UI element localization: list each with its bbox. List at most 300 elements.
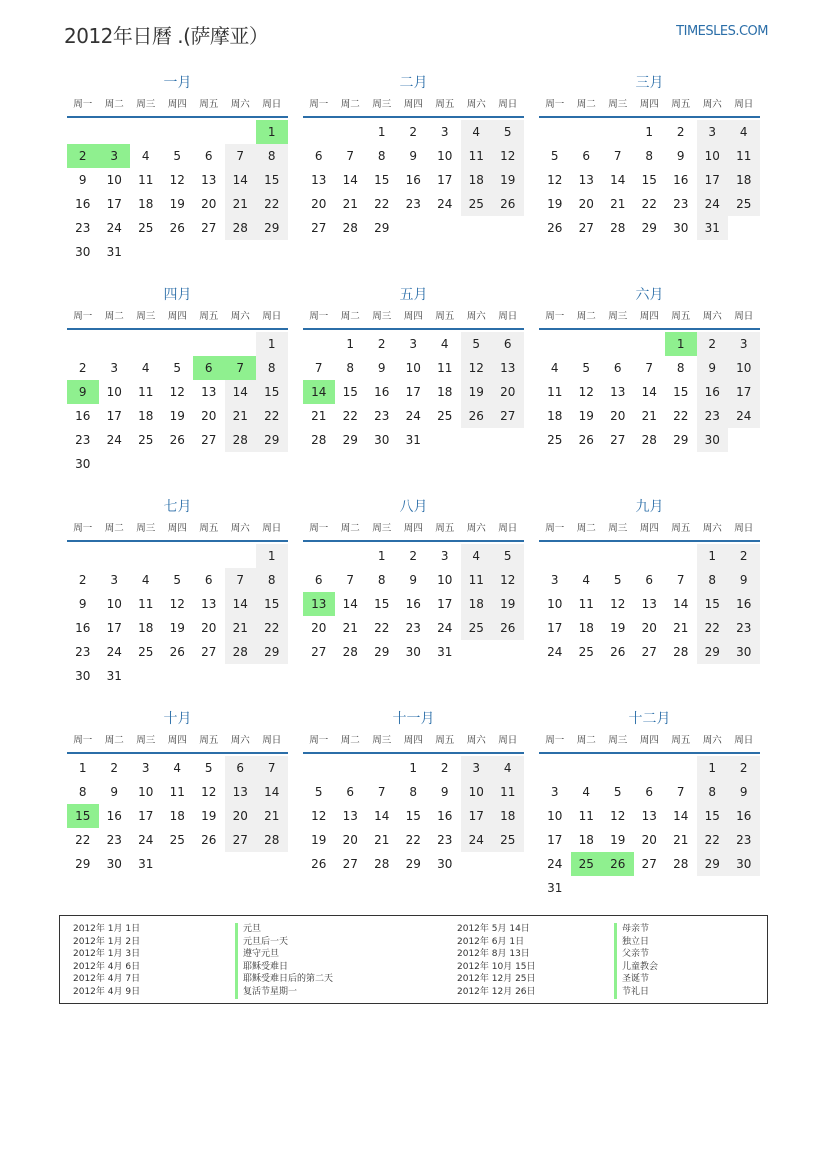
weekday-label: 周二: [576, 311, 596, 322]
day-cell: 3: [550, 785, 559, 799]
day-cell: 10: [547, 597, 563, 611]
weekday-header: [303, 94, 524, 118]
weekday-label: 周三: [372, 99, 392, 110]
day-cell: 12: [578, 385, 594, 399]
day-grid: [539, 332, 760, 452]
day-cell: 28: [342, 221, 358, 235]
day-cell: 8: [256, 144, 288, 168]
day-cell: 15: [673, 385, 689, 399]
day-cell: 23: [374, 409, 390, 423]
weekday-label: 周五: [199, 99, 219, 110]
day-cell: 14: [610, 173, 626, 187]
day-cell: 1: [256, 332, 288, 356]
day-cell: 7: [676, 573, 685, 587]
holiday-date: 2012年 4月 9日: [73, 986, 141, 997]
month-name: 一月: [163, 75, 192, 91]
holiday-day-cell: 9: [67, 380, 99, 404]
weekday-label: 周三: [372, 523, 392, 534]
day-cell: 28: [225, 640, 257, 664]
day-cell: 7: [225, 144, 257, 168]
month-name: 八月: [399, 499, 428, 515]
day-cell: 8: [377, 573, 386, 587]
holiday-date: 2012年 5月 14日: [457, 924, 530, 934]
day-cell: 28: [610, 221, 626, 235]
weekday-header: [67, 306, 288, 330]
weekday-label: 周四: [639, 735, 659, 746]
day-cell: 20: [610, 409, 626, 423]
holiday-day-cell: 6: [193, 356, 225, 380]
day-cell: 29: [697, 852, 729, 876]
holiday-names-right: [614, 923, 658, 999]
day-cell: 19: [201, 809, 217, 823]
day-cell: 6: [613, 361, 622, 375]
weekday-label: 周五: [671, 735, 691, 746]
day-cell: 21: [610, 197, 626, 211]
day-cell: 26: [492, 192, 524, 216]
day-cell: 9: [409, 149, 418, 163]
day-cell: 8: [697, 780, 729, 804]
month-10: [67, 708, 288, 876]
day-cell: 19: [492, 592, 524, 616]
day-cell: 13: [225, 780, 257, 804]
weekday-label: 周一: [545, 99, 565, 110]
day-cell: 11: [461, 568, 493, 592]
weekday-label: 周六: [466, 99, 486, 110]
day-cell: 19: [610, 833, 626, 847]
day-cell: 20: [311, 197, 327, 211]
holiday-name: 耶稣受难日: [235, 961, 333, 974]
weekday-label: 周六: [230, 311, 250, 322]
day-cell: 1: [377, 125, 386, 139]
day-cell: 21: [342, 621, 358, 635]
day-cell: 21: [342, 197, 358, 211]
day-cell: 9: [728, 780, 760, 804]
day-cell: 28: [311, 433, 327, 447]
day-cell: 12: [201, 785, 217, 799]
empty-cell: [193, 332, 225, 356]
day-cell: 24: [728, 404, 760, 428]
day-cell: 18: [461, 168, 493, 192]
day-cell: 27: [225, 828, 257, 852]
month-name: 九月: [635, 499, 664, 515]
day-cell: 9: [110, 785, 119, 799]
day-cell: 10: [106, 597, 122, 611]
weekday-label: 周三: [136, 735, 156, 746]
weekday-label: 周六: [702, 523, 722, 534]
weekday-label: 周四: [167, 735, 187, 746]
month-name: 六月: [635, 287, 664, 303]
day-cell: 29: [673, 433, 689, 447]
day-cell: 9: [440, 785, 449, 799]
holiday-day-cell: 2: [67, 144, 99, 168]
day-cell: 3: [550, 573, 559, 587]
day-cell: 17: [405, 385, 421, 399]
day-cell: 5: [492, 120, 524, 144]
day-cell: 30: [405, 645, 421, 659]
weekday-label: 周一: [73, 99, 93, 110]
day-cell: 17: [437, 173, 453, 187]
day-cell: 29: [256, 216, 288, 240]
day-cell: 10: [461, 780, 493, 804]
holiday-name: 复活节星期一: [235, 986, 333, 999]
weekday-label: 周六: [466, 311, 486, 322]
day-cell: 17: [106, 409, 122, 423]
day-cell: 26: [169, 433, 185, 447]
weekday-header: [303, 306, 524, 330]
day-cell: 15: [374, 173, 390, 187]
month-4: [67, 284, 288, 476]
day-cell: 24: [106, 221, 122, 235]
day-cell: 17: [697, 168, 729, 192]
day-cell: 9: [728, 568, 760, 592]
day-cell: 3: [728, 332, 760, 356]
day-cell: 22: [673, 409, 689, 423]
weekday-label: 周日: [498, 523, 518, 534]
day-cell: 29: [641, 221, 657, 235]
holiday-name: 节礼日: [614, 986, 658, 999]
day-cell: 8: [697, 568, 729, 592]
day-grid: [539, 756, 760, 900]
weekday-label: 周四: [639, 523, 659, 534]
day-cell: 12: [492, 568, 524, 592]
holiday-name: 遵守元旦: [235, 948, 333, 961]
month-12: [539, 708, 760, 900]
day-cell: 1: [645, 125, 654, 139]
day-cell: 31: [547, 881, 563, 895]
weekday-label: 周二: [576, 523, 596, 534]
empty-cell: [335, 544, 367, 568]
weekday-label: 周五: [435, 735, 455, 746]
day-cell: 13: [311, 173, 327, 187]
day-cell: 6: [645, 573, 654, 587]
day-cell: 25: [492, 828, 524, 852]
day-cell: 21: [225, 616, 257, 640]
day-cell: 5: [204, 761, 213, 775]
day-cell: 20: [201, 197, 217, 211]
holiday-date: 2012年 10月 15日: [457, 961, 536, 972]
weekday-label: 周二: [104, 311, 124, 322]
weekday-label: 周日: [734, 99, 754, 110]
day-cell: 27: [610, 433, 626, 447]
day-cell: 30: [697, 428, 729, 452]
empty-cell: [634, 332, 666, 356]
day-cell: 22: [374, 197, 390, 211]
day-cell: 14: [641, 385, 657, 399]
weekday-label: 周一: [309, 735, 329, 746]
day-cell: 19: [169, 409, 185, 423]
day-cell: 7: [346, 149, 355, 163]
day-cell: 10: [697, 144, 729, 168]
weekday-label: 周五: [435, 523, 455, 534]
day-cell: 11: [138, 385, 154, 399]
day-cell: 10: [547, 809, 563, 823]
day-cell: 26: [492, 616, 524, 640]
weekday-label: 周日: [262, 735, 282, 746]
day-cell: 6: [225, 756, 257, 780]
day-cell: 12: [610, 809, 626, 823]
day-cell: 12: [492, 144, 524, 168]
day-cell: 19: [461, 380, 493, 404]
holiday-name: 元旦: [235, 923, 333, 936]
day-cell: 8: [409, 785, 418, 799]
day-cell: 25: [437, 409, 453, 423]
day-cell: 14: [225, 168, 257, 192]
day-cell: 12: [169, 385, 185, 399]
weekday-label: 周二: [104, 735, 124, 746]
day-cell: 29: [256, 640, 288, 664]
weekday-label: 周六: [702, 735, 722, 746]
day-cell: 27: [342, 857, 358, 871]
day-cell: 17: [728, 380, 760, 404]
weekday-label: 周日: [498, 99, 518, 110]
day-cell: 5: [173, 361, 182, 375]
day-cell: 22: [374, 621, 390, 635]
day-cell: 2: [676, 125, 685, 139]
holiday-name: 独立日: [614, 936, 658, 949]
month-name: 十二月: [628, 711, 671, 727]
day-cell: 10: [437, 573, 453, 587]
day-cell: 3: [461, 756, 493, 780]
weekday-label: 周二: [576, 99, 596, 110]
holiday-dates-right: [457, 923, 536, 999]
empty-cell: [539, 332, 571, 356]
weekday-label: 周五: [671, 99, 691, 110]
day-cell: 11: [728, 144, 760, 168]
day-cell: 8: [256, 356, 288, 380]
day-cell: 17: [461, 804, 493, 828]
day-cell: 2: [110, 761, 119, 775]
day-cell: 7: [377, 785, 386, 799]
day-cell: 28: [641, 433, 657, 447]
weekday-label: 周三: [372, 311, 392, 322]
weekday-header: [67, 730, 288, 754]
weekday-label: 周六: [466, 523, 486, 534]
day-cell: 2: [728, 756, 760, 780]
day-cell: 15: [342, 385, 358, 399]
weekday-label: 周二: [340, 311, 360, 322]
day-cell: 13: [342, 809, 358, 823]
day-cell: 14: [256, 780, 288, 804]
holiday-names-left: [235, 923, 333, 999]
day-cell: 17: [437, 597, 453, 611]
empty-cell: [225, 544, 257, 568]
weekday-label: 周三: [608, 311, 628, 322]
day-cell: 6: [346, 785, 355, 799]
empty-cell: [225, 120, 257, 144]
day-cell: 1: [697, 544, 729, 568]
day-cell: 24: [405, 409, 421, 423]
day-cell: 9: [78, 173, 87, 187]
weekday-label: 周六: [230, 735, 250, 746]
day-cell: 21: [256, 804, 288, 828]
month-name: 二月: [399, 75, 428, 91]
day-cell: 16: [405, 173, 421, 187]
weekday-label: 周日: [734, 311, 754, 322]
day-cell: 26: [547, 221, 563, 235]
day-cell: 14: [374, 809, 390, 823]
holiday-date: 2012年 8月 13日: [457, 949, 530, 960]
weekday-label: 周二: [104, 523, 124, 534]
weekday-label: 周一: [309, 311, 329, 322]
weekday-label: 周六: [230, 99, 250, 110]
day-cell: 5: [613, 573, 622, 587]
weekday-label: 周五: [199, 311, 219, 322]
day-cell: 12: [169, 173, 185, 187]
day-cell: 20: [578, 197, 594, 211]
month-name: 十月: [163, 711, 192, 727]
empty-cell: [162, 544, 194, 568]
day-cell: 23: [106, 833, 122, 847]
day-grid: [539, 120, 760, 240]
day-cell: 13: [201, 385, 217, 399]
day-cell: 12: [169, 597, 185, 611]
month-7: [67, 496, 288, 688]
weekday-label: 周四: [403, 311, 423, 322]
day-cell: 9: [409, 573, 418, 587]
day-cell: 11: [492, 780, 524, 804]
weekday-label: 周二: [340, 99, 360, 110]
day-cell: 15: [256, 380, 288, 404]
day-cell: 14: [225, 592, 257, 616]
day-cell: 9: [676, 149, 685, 163]
day-cell: 16: [728, 592, 760, 616]
weekday-label: 周二: [576, 735, 596, 746]
day-cell: 10: [106, 385, 122, 399]
day-cell: 31: [405, 433, 421, 447]
empty-cell: [571, 544, 603, 568]
day-cell: 17: [106, 621, 122, 635]
month-6: [539, 284, 760, 452]
day-cell: 11: [169, 785, 185, 799]
day-cell: 18: [461, 592, 493, 616]
month-name: 五月: [399, 287, 428, 303]
day-cell: 5: [492, 544, 524, 568]
empty-cell: [539, 756, 571, 780]
weekday-label: 周一: [73, 523, 93, 534]
weekday-label: 周六: [702, 311, 722, 322]
day-cell: 5: [173, 149, 182, 163]
day-cell: 10: [405, 361, 421, 375]
day-cell: 30: [728, 640, 760, 664]
day-cell: 19: [492, 168, 524, 192]
day-cell: 1: [256, 544, 288, 568]
empty-cell: [602, 120, 634, 144]
day-cell: 11: [138, 597, 154, 611]
brand-logo[interactable]: TIMESLES.COM: [676, 24, 768, 39]
day-cell: 11: [578, 809, 594, 823]
empty-cell: [665, 756, 697, 780]
day-cell: 23: [75, 221, 91, 235]
day-cell: 22: [256, 192, 288, 216]
day-cell: 26: [169, 221, 185, 235]
day-cell: 5: [582, 361, 591, 375]
empty-cell: [67, 120, 99, 144]
day-cell: 26: [201, 833, 217, 847]
holiday-day-cell: 25: [571, 852, 603, 876]
day-cell: 20: [225, 804, 257, 828]
day-cell: 28: [673, 857, 689, 871]
day-cell: 29: [75, 857, 91, 871]
day-cell: 20: [311, 621, 327, 635]
day-cell: 24: [138, 833, 154, 847]
empty-cell: [99, 332, 131, 356]
day-cell: 21: [673, 621, 689, 635]
empty-cell: [130, 332, 162, 356]
holiday-name: 耶稣受难日后的第二天: [235, 973, 333, 986]
day-cell: 4: [173, 761, 182, 775]
day-cell: 5: [613, 785, 622, 799]
empty-cell: [303, 332, 335, 356]
day-cell: 25: [138, 221, 154, 235]
empty-cell: [303, 756, 335, 780]
day-grid: [539, 544, 760, 664]
month-8: [303, 496, 524, 664]
day-cell: 12: [461, 356, 493, 380]
day-cell: 29: [697, 640, 729, 664]
day-cell: 21: [374, 833, 390, 847]
day-cell: 9: [78, 597, 87, 611]
day-cell: 11: [138, 173, 154, 187]
day-grid: [67, 756, 288, 876]
day-cell: 9: [377, 361, 386, 375]
day-cell: 4: [728, 120, 760, 144]
day-cell: 21: [673, 833, 689, 847]
empty-cell: [130, 120, 162, 144]
day-cell: 6: [492, 332, 524, 356]
weekday-label: 周四: [639, 311, 659, 322]
weekday-label: 周五: [199, 735, 219, 746]
day-cell: 1: [377, 549, 386, 563]
weekday-label: 周一: [545, 311, 565, 322]
month-9: [539, 496, 760, 664]
weekday-label: 周四: [167, 523, 187, 534]
day-cell: 25: [461, 192, 493, 216]
day-cell: 17: [547, 621, 563, 635]
empty-cell: [193, 544, 225, 568]
day-cell: 18: [547, 409, 563, 423]
day-cell: 4: [141, 361, 150, 375]
weekday-header: [67, 518, 288, 542]
day-cell: 15: [256, 168, 288, 192]
day-cell: 26: [311, 857, 327, 871]
day-cell: 4: [141, 573, 150, 587]
day-cell: 11: [547, 385, 563, 399]
day-cell: 19: [547, 197, 563, 211]
day-cell: 30: [75, 457, 91, 471]
holiday-day-cell: 26: [602, 852, 634, 876]
weekday-label: 周三: [608, 99, 628, 110]
weekday-label: 周六: [230, 523, 250, 534]
day-cell: 28: [225, 428, 257, 452]
holiday-dates-left: [73, 923, 140, 999]
month-name: 四月: [163, 287, 192, 303]
weekday-label: 周五: [199, 523, 219, 534]
empty-cell: [539, 120, 571, 144]
day-cell: 2: [440, 761, 449, 775]
day-cell: 16: [75, 409, 91, 423]
empty-cell: [99, 544, 131, 568]
day-cell: 17: [547, 833, 563, 847]
day-cell: 18: [138, 621, 154, 635]
day-cell: 20: [201, 409, 217, 423]
weekday-label: 周三: [608, 735, 628, 746]
day-cell: 20: [201, 621, 217, 635]
day-cell: 27: [641, 645, 657, 659]
day-cell: 16: [697, 380, 729, 404]
day-cell: 18: [138, 409, 154, 423]
day-cell: 22: [256, 616, 288, 640]
day-cell: 21: [311, 409, 327, 423]
